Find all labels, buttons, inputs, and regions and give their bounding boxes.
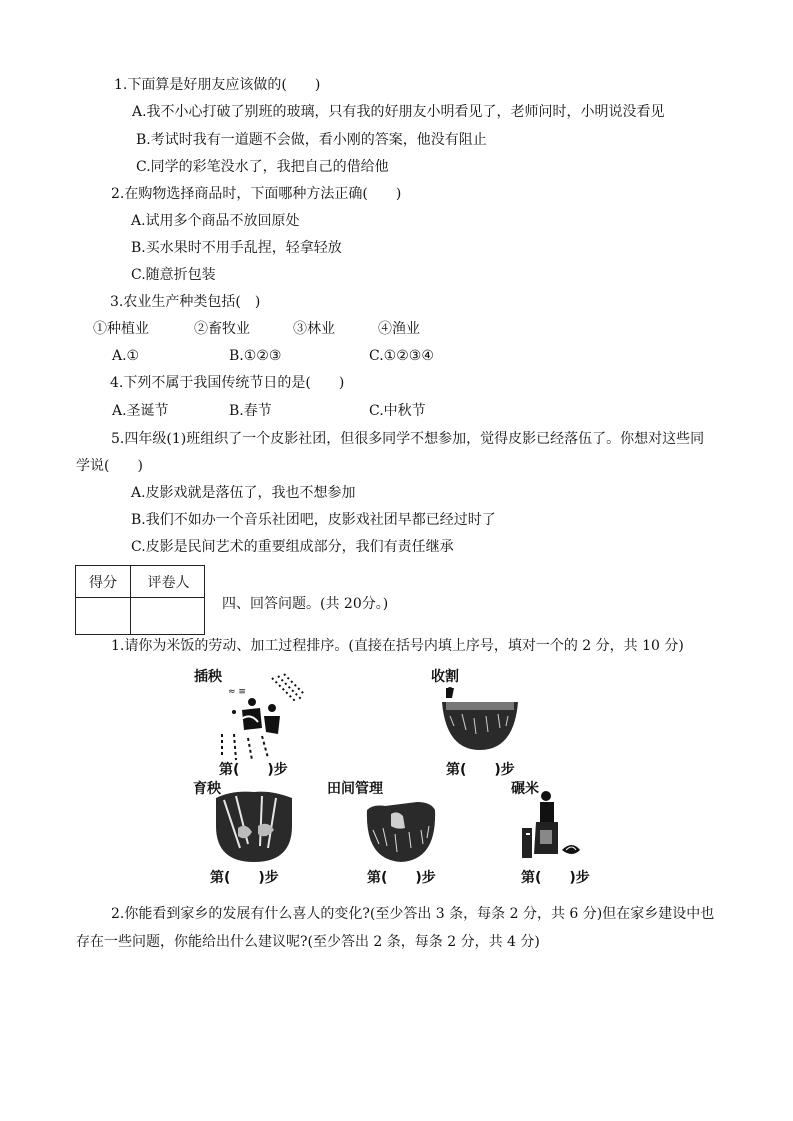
section4-q1: 1.请你为米饭的劳动、加工过程排序。(直接在括号内填上序号，填对一个的 2 分，共 10 分) [111,638,684,654]
q5-option-c: C.皮影是民间艺术的重要组成部分，我们有责任继承 [131,539,454,555]
picture-label-rice-milling: 碾米 [511,781,539,797]
step-field-management: 第( )步 [367,870,436,886]
step-rice-milling: 第( )步 [521,870,590,886]
q3-item-2: ②畜牧业 [194,321,250,337]
field-management-illustration [365,800,437,862]
score-header: 得分 [89,575,117,591]
q1-option-c: C.同学的彩笔没水了，我把自己的借给他 [136,159,389,175]
q1-stem: 1.下面算是好朋友应该做的( ) [114,77,321,93]
transplanting-illustration [212,672,304,762]
section4-q2-line1: 2.你能看到家乡的发展有什么喜人的变化?(至少答出 3 条，每条 2 分，共 6 分)但在家乡建设中也 [111,906,715,922]
q3-stem: 3.农业生产种类包括( ) [110,294,261,310]
q5-stem-line2: 学说( ) [76,458,143,474]
q5-option-a: A.皮影戏就是落伍了，我也不想参加 [131,485,356,501]
picture-label-seedling: 育秧 [193,781,221,797]
q3-item-4: ④渔业 [378,321,420,337]
q3-option-a: A.① [112,348,140,364]
q3-item-1: ①种植业 [93,321,149,337]
section4-q2-line2: 存在一些问题，你能给出什么建议呢?(至少答出 2 条，每条 2 分，共 4 分) [76,934,540,950]
section4-title: 四、回答问题。(共 20分。) [222,596,389,612]
svg-text:≈ ≡: ≈ ≡ [228,687,246,697]
q2-option-b: B.买水果时不用手乱捏，轻拿轻放 [131,240,342,256]
q3-option-c: C.①②③④ [369,348,434,364]
grader-header: 评卷人 [147,575,190,591]
q3-item-3: ③林业 [293,321,335,337]
step-harvest: 第( )步 [446,762,515,778]
rice-milling-illustration [518,788,584,860]
q2-option-c: C.随意折包装 [131,267,216,283]
picture-label-harvest: 收割 [431,669,459,685]
q2-stem: 2.在购物选择商品时，下面哪种方法正确( ) [111,186,402,202]
step-transplant: 第( )步 [219,762,288,778]
harvest-illustration [440,686,520,752]
score-table [75,565,205,635]
step-seedling: 第( )步 [210,870,279,886]
q3-option-b: B.①②③ [229,348,282,364]
picture-label-transplant: 插秧 [194,669,222,685]
q4-option-b: B.春节 [229,403,272,419]
q4-option-a: A.圣诞节 [112,403,169,419]
q1-option-b: B.考试时我有一道题不会做，看小刚的答案，他没有阻止 [136,132,487,148]
q5-option-b: B.我们不如办一个音乐社团吧，皮影戏社团早都已经过时了 [131,512,496,528]
q4-stem: 4.下列不属于我国传统节日的是( ) [110,375,345,391]
q5-stem-line1: 5.四年级(1)班组织了一个皮影社团，但很多同学不想参加，觉得皮影已经落伍了。你想对这些同 [111,431,705,447]
q2-option-a: A.试用多个商品不放回原处 [131,213,300,229]
q4-option-c: C.中秋节 [369,403,426,419]
seedling-illustration [212,788,296,864]
q1-option-a: A.我不小心打破了别班的玻璃，只有我的好朋友小明看见了，老师问时，小明说没看见 [132,104,665,120]
picture-label-field-management: 田间管理 [327,781,383,797]
